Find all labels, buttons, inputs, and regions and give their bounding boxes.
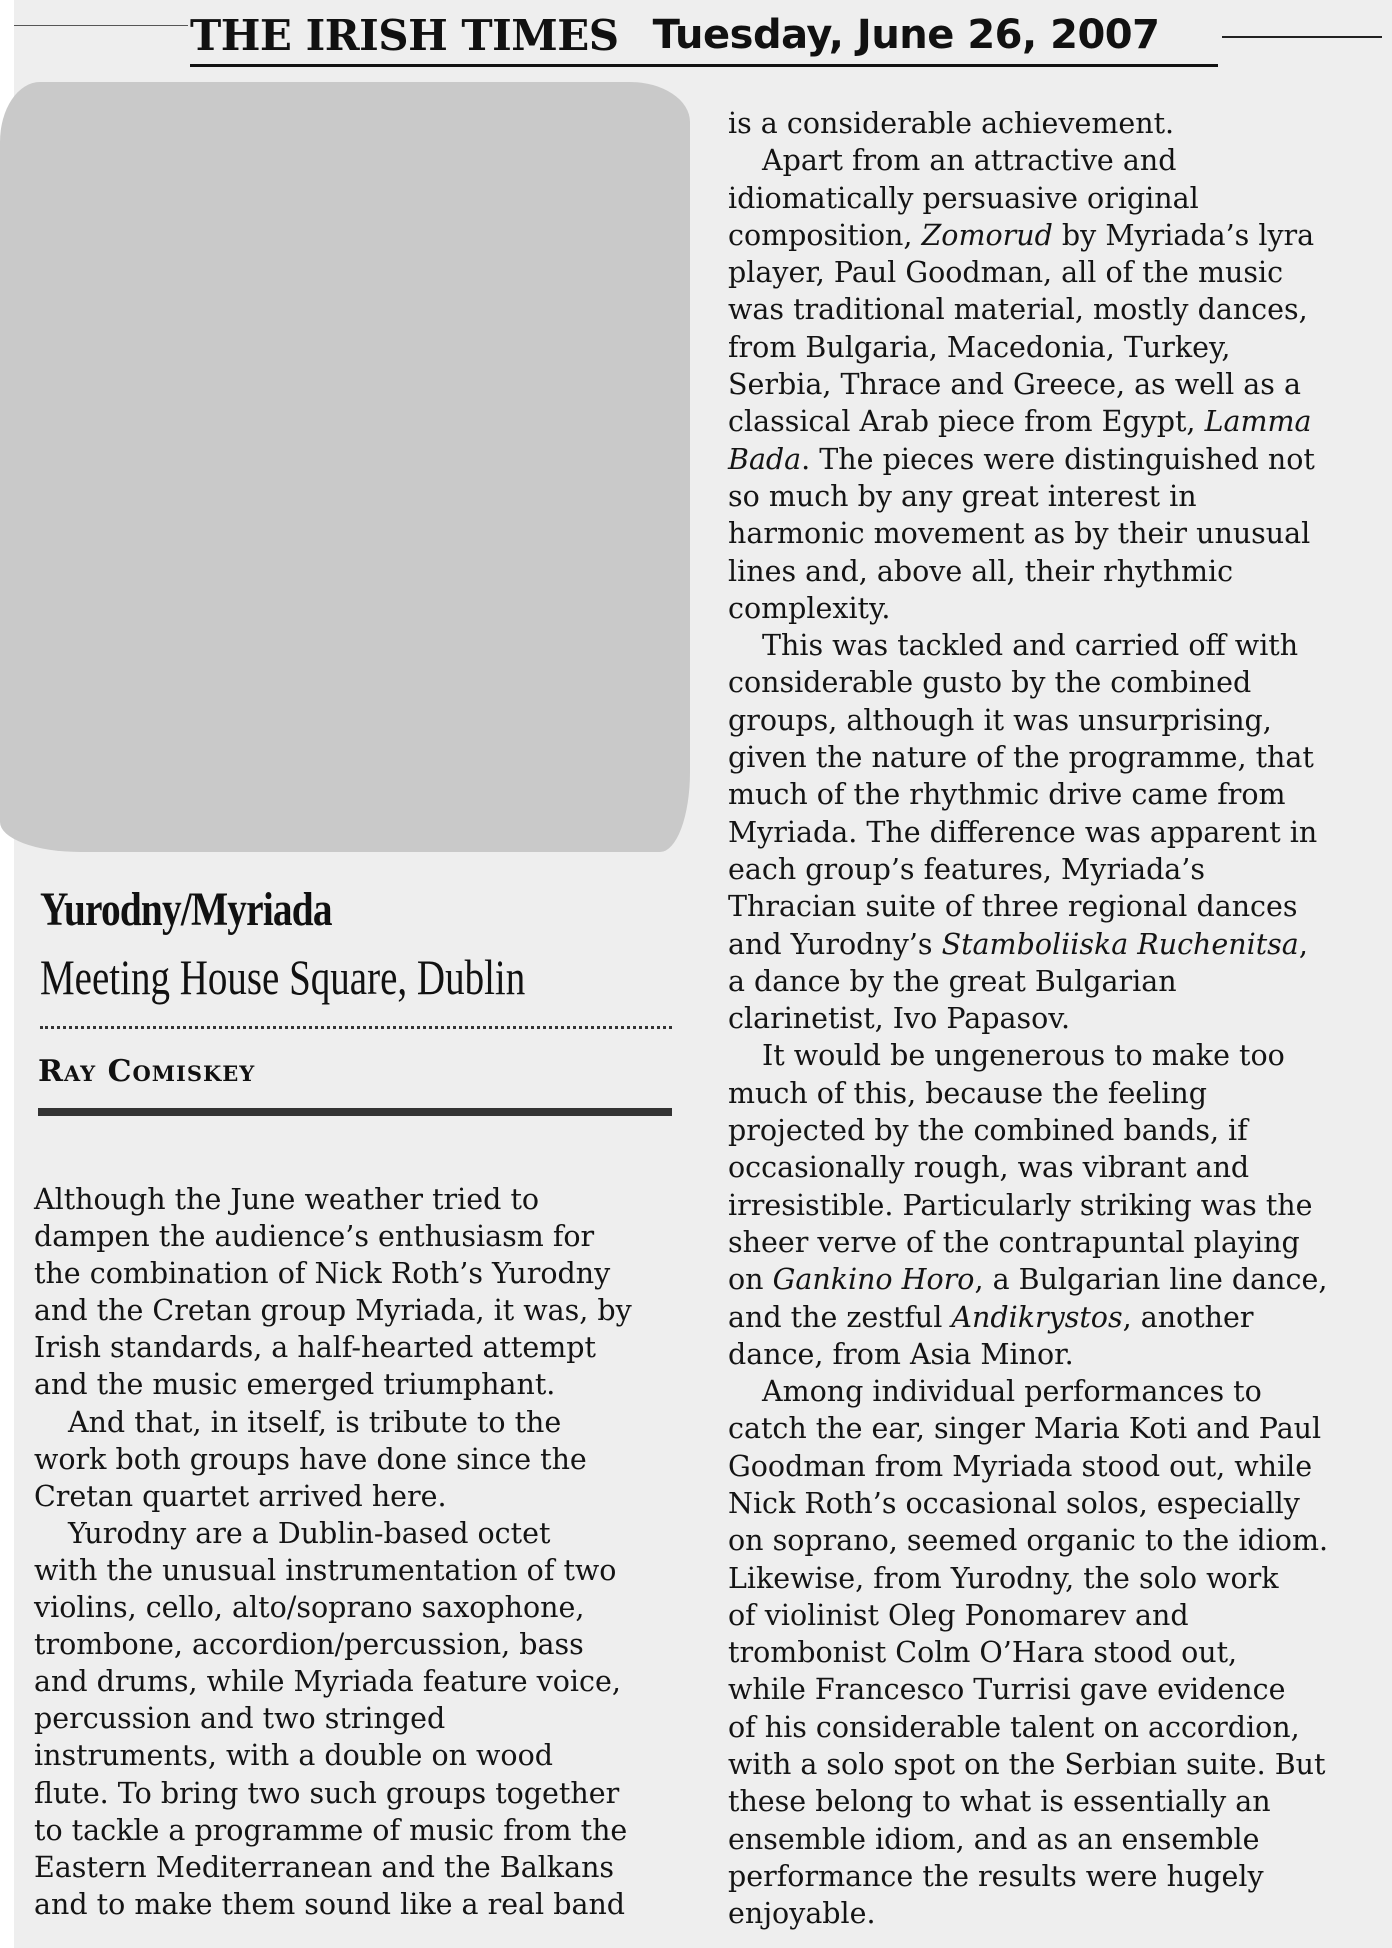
text-line: with a solo spot on the Serbian suite. But (728, 1748, 1326, 1782)
work-title-italic: Bada (728, 442, 802, 476)
article-column-left (34, 1181, 684, 1923)
work-title-italic: Gankino Horo (772, 1263, 975, 1297)
text-line: percussion and two stringed (34, 1702, 446, 1736)
text-run: on (728, 1263, 773, 1297)
text-line: with the unusual instrumentation of two (34, 1553, 617, 1587)
text-line: harmonic movement as by their unusual (728, 517, 1311, 551)
text-line: dampen the audience’s enthusiasm for (34, 1220, 595, 1254)
text-line (728, 1261, 1368, 1298)
masthead-rule-left (14, 25, 188, 26)
newspaper-title: THE IRISH TIMES (190, 10, 619, 60)
byline: Ray Comiskey (38, 1054, 256, 1089)
text-line: violins, cello, alto/soprano saxophone, (34, 1591, 585, 1625)
text-line: a dance by the great Bulgarian (728, 964, 1177, 998)
text-line: and drums, while Myriada feature voice, (34, 1665, 621, 1699)
text-run: , another (1122, 1300, 1254, 1334)
text-line: Yurodny are a Dublin-based octet (68, 1516, 551, 1550)
text-line: from Bulgaria, Macedonia, Turkey, (728, 330, 1231, 364)
text-line (728, 926, 1368, 963)
text-line: much of the rhythmic drive came from (728, 778, 1286, 812)
text-line: and the music emerged triumphant. (34, 1368, 556, 1402)
article-column-right (728, 105, 1368, 1933)
text-line: catch the ear, singer Maria Koti and Paul (728, 1412, 1322, 1446)
text-line: Nick Roth’s occasional solos, especially (728, 1486, 1300, 1520)
text-line: Eastern Mediterranean and the Balkans (34, 1850, 615, 1884)
text-line: And that, in itself, is tribute to the (68, 1405, 562, 1439)
text-line: sheer verve of the contrapuntal playing (728, 1225, 1300, 1259)
text-line: to tackle a programme of music from the (34, 1813, 628, 1847)
text-line: groups, although it was unsurprising, (728, 703, 1272, 737)
text-line: the combination of Nick Roth’s Yurodny (34, 1257, 611, 1291)
text-run: and Yurodny’s (728, 927, 942, 961)
masthead-rule-right (1222, 36, 1382, 38)
work-title-italic: Lamma (1204, 405, 1312, 439)
text-line: performance the results were hugely (728, 1859, 1264, 1893)
text-line: of violinist Oleg Ponomarev and (728, 1598, 1189, 1632)
text-line: idiomatically persuasive original (728, 181, 1199, 215)
work-title-italic: Zomorud (921, 218, 1053, 252)
text-line: flute. To bring two such groups together (34, 1776, 620, 1810)
text-line: irresistible. Particularly striking was the (728, 1188, 1313, 1222)
text-line: complexity. (728, 591, 891, 625)
text-line: Thracian suite of three regional dances (728, 890, 1298, 924)
text-run: , (1298, 927, 1308, 961)
text-line: and the Cretan group Myriada, it was, by (34, 1294, 632, 1328)
text-line: given the nature of the programme, that (728, 741, 1314, 775)
text-line (728, 1299, 1368, 1336)
text-line (728, 403, 1368, 440)
text-line: each group’s features, Myriada’s (728, 852, 1205, 886)
byline-rule (38, 1108, 672, 1116)
text-line: while Francesco Turrisi gave evidence (728, 1673, 1286, 1707)
text-line: lines and, above all, their rhythmic (728, 554, 1234, 588)
text-run: composition, (728, 218, 922, 252)
text-line (728, 217, 1368, 254)
text-line: considerable gusto by the combined (728, 666, 1252, 700)
text-line: Among individual performances to (762, 1375, 1262, 1409)
masthead (190, 6, 1218, 67)
review-venue: Meeting House Square, Dublin (40, 949, 526, 1005)
review-title: Yurodny/Myriada (40, 883, 332, 936)
text-run: , a Bulgarian line dance, (974, 1263, 1328, 1297)
text-line (728, 441, 1368, 478)
text-line: ensemble idiom, and as an ensemble (728, 1822, 1260, 1856)
dotted-divider (40, 1026, 672, 1029)
text-line: Serbia, Thrace and Greece, as well as a (728, 368, 1301, 402)
work-title-italic: Stamboliiska Ruchenitsa (941, 927, 1299, 961)
text-line: projected by the combined bands, if (728, 1114, 1248, 1148)
text-run: classical Arab piece from Egypt, (728, 405, 1205, 439)
text-line: Cretan quartet arrived here. (34, 1479, 447, 1513)
text-line: occasionally rough, was vibrant and (728, 1151, 1250, 1185)
text-line: Apart from an attractive and (762, 144, 1177, 178)
work-title-italic: Andikrystos (951, 1300, 1123, 1334)
text-run: . The pieces were distinguished not (801, 442, 1315, 476)
text-line: Myriada. The difference was apparent in (728, 815, 1318, 849)
text-line: much of this, because the feeling (728, 1076, 1208, 1110)
text-line: trombone, accordion/percussion, bass (34, 1628, 584, 1662)
text-line: It would be ungenerous to make too (762, 1039, 1285, 1073)
text-line: instruments, with a double on wood (34, 1739, 553, 1773)
text-line: Goodman from Myriada stood out, while (728, 1449, 1313, 1483)
publication-date: Tuesday, June 26, 2007 (652, 12, 1160, 58)
text-line: Irish standards, a half-hearted attempt (34, 1331, 596, 1365)
text-line: was traditional material, mostly dances, (728, 293, 1308, 327)
text-line: Likewise, from Yurodny, the solo work (728, 1561, 1279, 1595)
text-line: Although the June weather tried to (34, 1183, 540, 1216)
text-line: trombonist Colm O’Hara stood out, (728, 1636, 1238, 1670)
text-run: and the zestful (728, 1300, 952, 1334)
text-line: of his considerable talent on accordion, (728, 1710, 1300, 1744)
text-line: these belong to what is essentially an (728, 1785, 1271, 1819)
text-line: dance, from Asia Minor. (728, 1337, 1074, 1371)
text-line: work both groups have done since the (34, 1442, 587, 1476)
text-line: enjoyable. (728, 1897, 876, 1931)
text-line: clarinetist, Ivo Papasov. (728, 1002, 1071, 1036)
text-line: on soprano, seemed organic to the idiom. (728, 1524, 1329, 1558)
redacted-photo (0, 82, 690, 852)
text-run: by Myriada’s lyra (1052, 218, 1315, 252)
text-line: so much by any great interest in (728, 479, 1197, 513)
text-line: is a considerable achievement. (728, 107, 1175, 140)
text-line: This was tackled and carried off with (762, 629, 1299, 663)
text-line: player, Paul Goodman, all of the music (728, 256, 1284, 290)
text-line: and to make them sound like a real band (34, 1887, 626, 1921)
